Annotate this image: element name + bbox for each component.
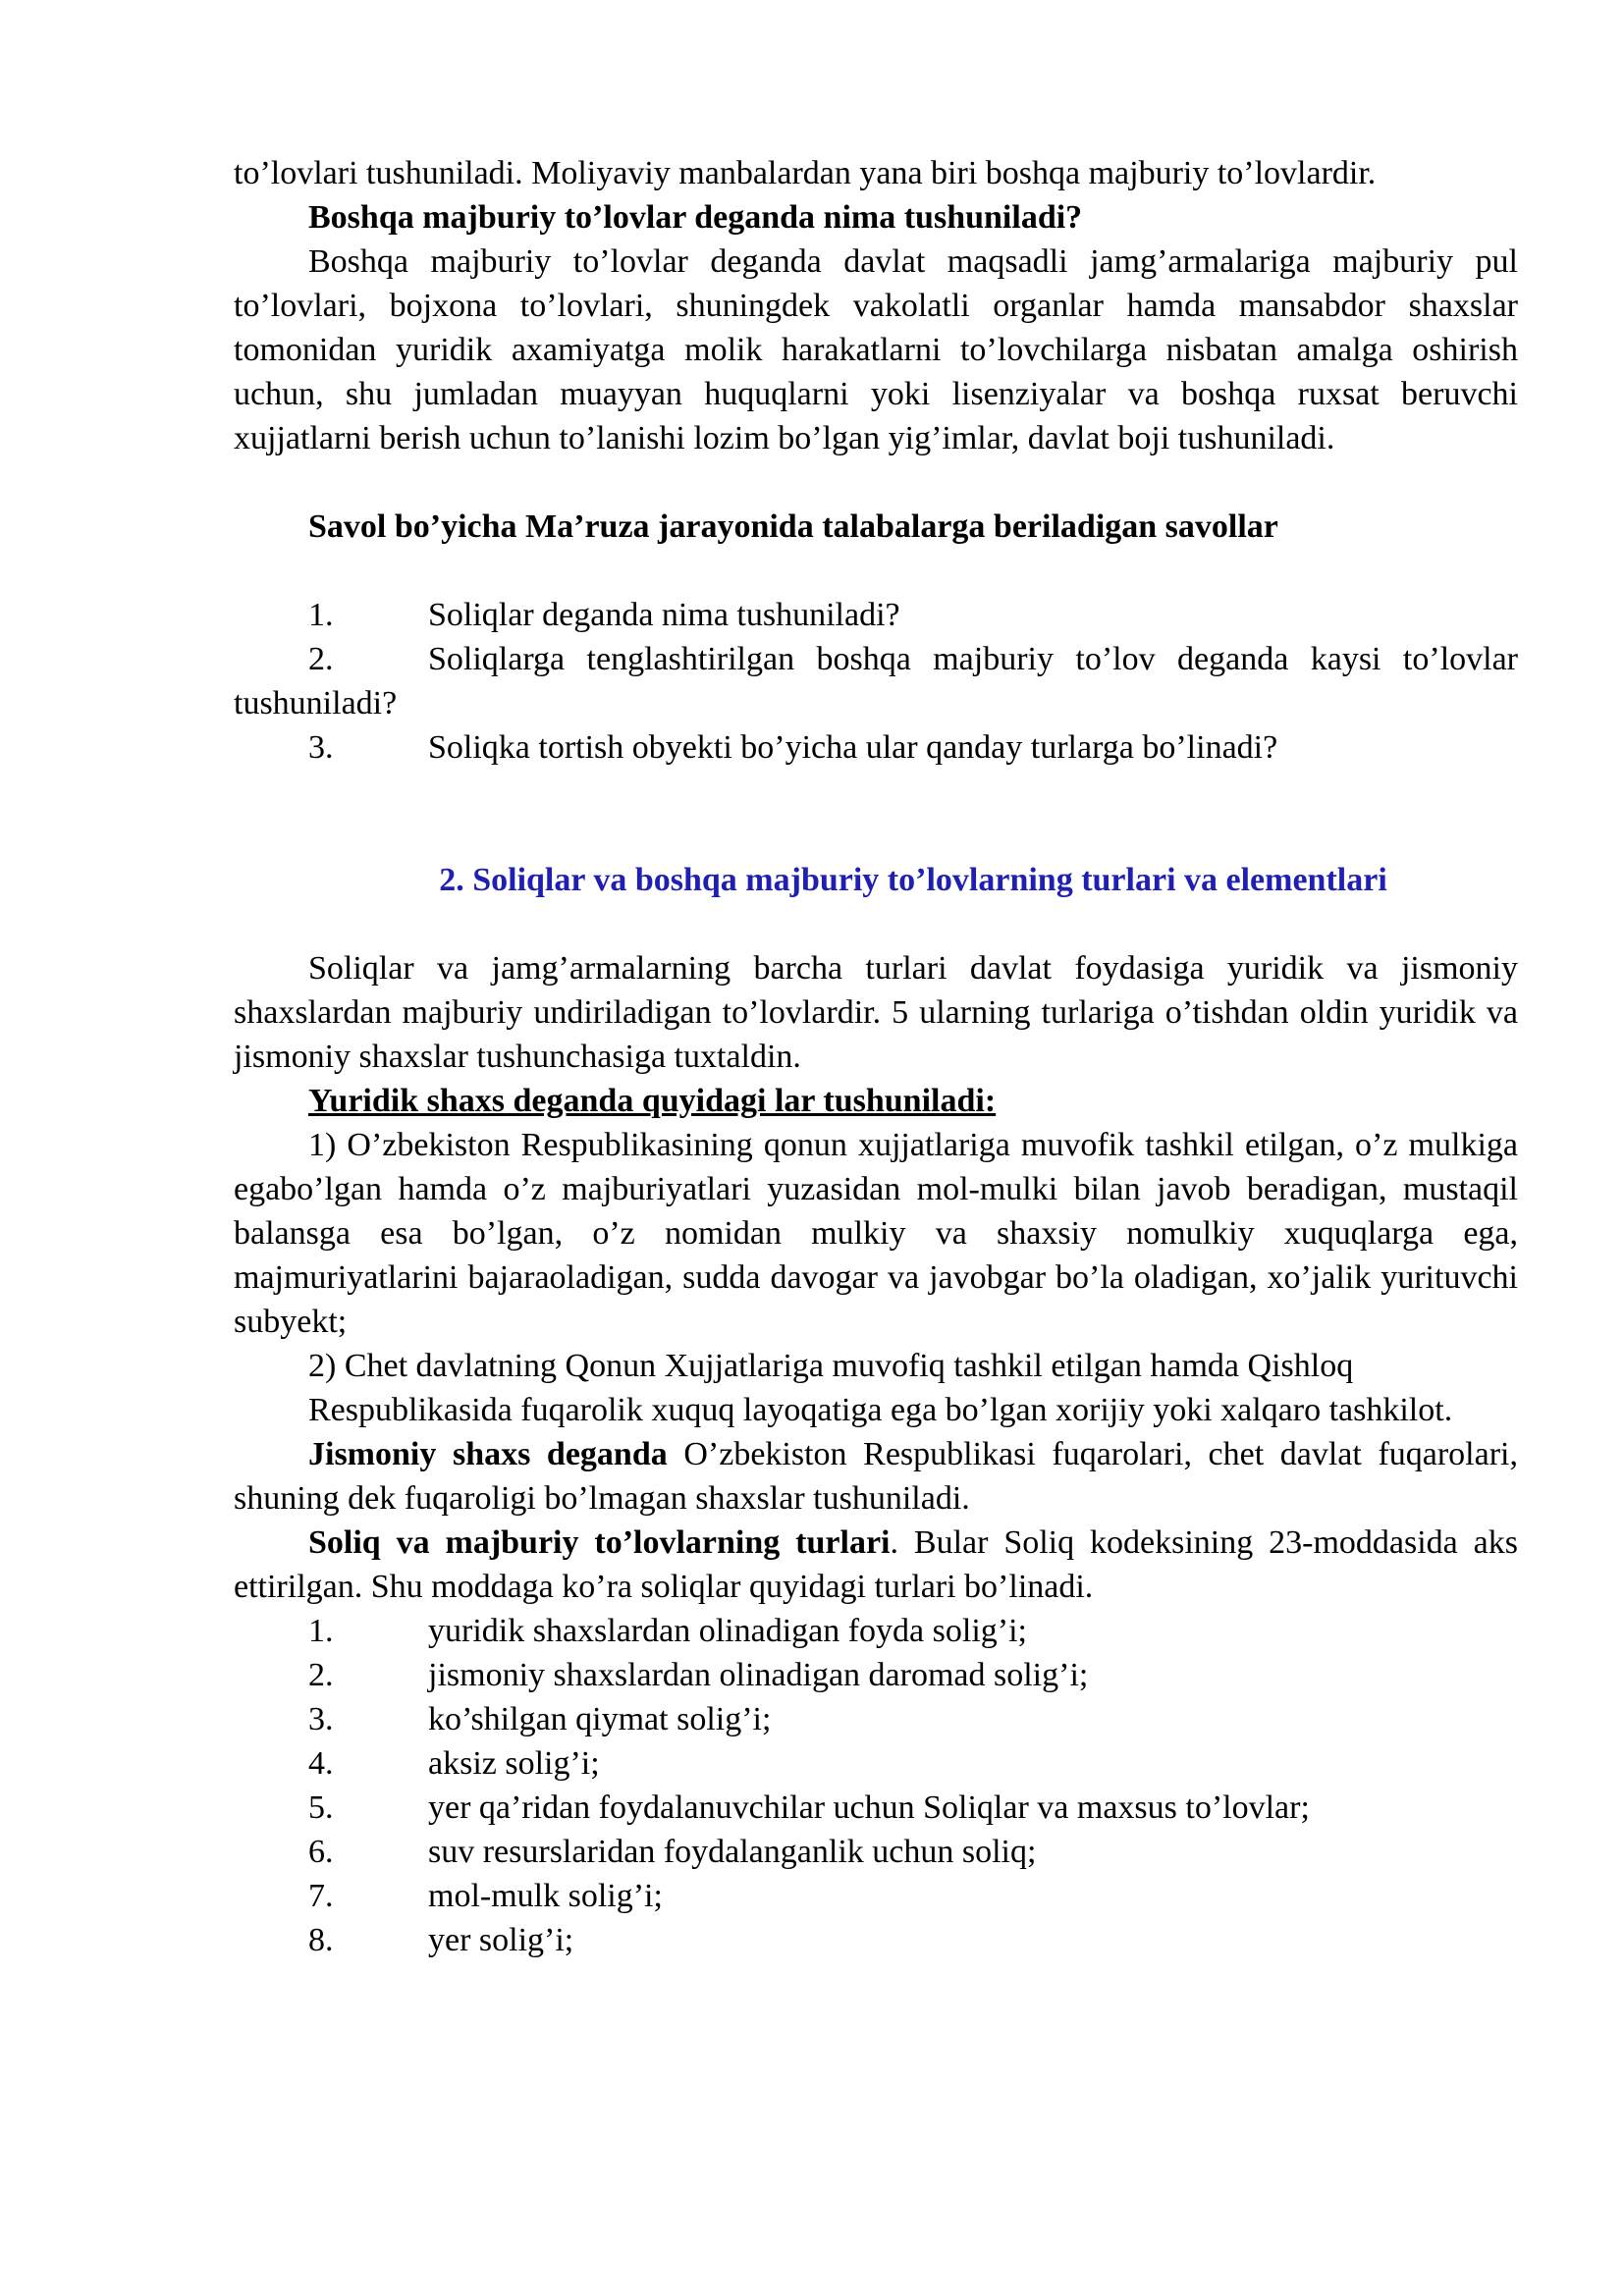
- list-item: [234, 1874, 1518, 1918]
- paragraph-section-intro: Soliqlar va jamg’armalarning barcha turlari davlat foydasiga yuridik va jismoniy shaxslardan majburiy undiriladigan to’lovlardir. 5 ularning turlariga o’tishdan oldin yuridik va jismoniy shaxslar tushunchasiga tuxtaldin.: [234, 950, 1518, 1075]
- yuridik-item-1: 1) O’zbekiston Respublikasining qonun xujjatlariga muvofik tashkil etilgan, o’z mulkiga egabo’lgan hamda o’z majburiyatlari yuzasidan mol-mulki bilan javob beradigan, mustaqil balansga esa bo’lgan, o’z nomidan mulkiy va shaxsiy nomulkiy xuquqlarga ega, majmuriyatlarini bajaraoladigan, sudda davogar va javobgar bo’la oladigan, xo’jalik yurituvchi subyekt;: [234, 1127, 1518, 1340]
- list-item: [234, 1786, 1518, 1830]
- question-heading: Boshqa majburiy to’lovlar deganda nima tushuniladi?: [308, 199, 1083, 236]
- list-number: 8.: [308, 1922, 334, 1958]
- list-item: [234, 725, 1518, 770]
- list-text: aksiz solig’i;: [428, 1745, 600, 1782]
- paragraph-intro: to’lovlari tushuniladi. Moliyaviy manbalardan yana biri boshqa majburiy to’lovlardir.: [234, 155, 1377, 191]
- list-number: 2.: [308, 1657, 334, 1693]
- list-text: yuridik shaxslardan olinadigan foyda solig’i;: [428, 1613, 1027, 1649]
- list-text: suv resurslaridan foydalanganlik uchun soliq;: [428, 1834, 1037, 1870]
- paragraph-definition: Boshqa majburiy to’lovlar deganda davlat maqsadli jamg’armalariga majburiy pul to’lovlari, bojxona to’lovlari, shuningdek vakolatli organlar hamda mansabdor shaxslar tomonidan yuridik axamiyatga molik harakatlarni to’lovchilarga nisbatan amalga oshirish uchun, shu jumladan muayyan huquqlarni yoki lisenziyalar va boshqa ruxsat beruvchi xujjatlarni berish uchun to’lanishi lozim bo’lgan yig’imlar, davlat boji tushuniladi.: [234, 243, 1518, 456]
- questions-list: [234, 593, 1518, 770]
- list-item: [234, 1918, 1518, 1962]
- taxes-list: [234, 1609, 1518, 1962]
- yuridik-item-2: 2) Chet davlatning Qonun Xujjatlariga muvofiq tashkil etilgan hamda Qishloq: [308, 1348, 1354, 1384]
- list-number: 3.: [308, 1701, 334, 1737]
- list-item: [234, 593, 1518, 637]
- list-text: yer qa’ridan foydalanuvchilar uchun Soliqlar va maxsus to’lovlar;: [428, 1789, 1310, 1826]
- section-title: 2. Soliqlar va boshqa majburiy to’lovlarning turlari va elementlari: [439, 862, 1387, 898]
- soliq-turlari-term: Soliq va majburiy to’lovlarning turlari: [308, 1524, 891, 1561]
- list-text: Soliqka tortish obyekti bo’yicha ular qanday turlarga bo’linadi?: [428, 729, 1278, 766]
- list-item: [234, 637, 1518, 725]
- list-number: 3.: [308, 729, 334, 766]
- list-text: Soliqlarga tenglashtirilgan boshqa majburiy to’lov deganda kaysi to’lovlar tushuniladi?: [234, 641, 1518, 721]
- list-text: Soliqlar deganda nima tushuniladi?: [428, 597, 900, 633]
- soliq-turlari-text: . Bular Soliq kodeksining 23-moddasida aks ettirilgan. Shu moddaga ko’ra soliqlar quyidagi turlari bo’linadi.: [234, 1524, 1518, 1605]
- list-text: mol-mulk solig’i;: [428, 1878, 663, 1914]
- list-number: 4.: [308, 1745, 334, 1782]
- list-number: 7.: [308, 1878, 334, 1914]
- list-item: [234, 1697, 1518, 1741]
- yuridik-heading: Yuridik shaxs deganda quyidagi lar tushuniladi:: [308, 1083, 997, 1119]
- list-item: [234, 1609, 1518, 1653]
- document-body: [234, 151, 1518, 1962]
- list-number: 6.: [308, 1834, 334, 1870]
- list-item: [234, 1741, 1518, 1786]
- list-item: [234, 1653, 1518, 1697]
- questions-heading: Savol bo’yicha Ma’ruza jarayonida talabalarga beriladigan savollar: [308, 508, 1278, 545]
- jismoniy-definition: O’zbekiston Respublikasi fuqarolari, chet davlat fuqarolari, shuning dek fuqaroligi bo’lmagan shaxslar tushuniladi.: [234, 1436, 1518, 1517]
- list-number: 1.: [308, 597, 334, 633]
- paragraph-jismoniy: [234, 1432, 1518, 1521]
- list-number: 1.: [308, 1613, 334, 1649]
- list-text: jismoniy shaxslardan olinadigan daromad solig’i;: [428, 1657, 1089, 1693]
- list-number: 5.: [308, 1789, 334, 1826]
- paragraph-soliq-turlari: [234, 1521, 1518, 1609]
- list-text: yer solig’i;: [428, 1922, 574, 1958]
- list-number: 2.: [308, 641, 334, 677]
- list-text: ko’shilgan qiymat solig’i;: [428, 1701, 772, 1737]
- jismoniy-term: Jismoniy shaxs deganda: [308, 1436, 668, 1472]
- yuridik-item-2-cont: Respublikasida fuqarolik xuquq layoqatiga ega bo’lgan xorijiy yoki xalqaro tashkilot.: [308, 1392, 1453, 1428]
- list-item: [234, 1830, 1518, 1874]
